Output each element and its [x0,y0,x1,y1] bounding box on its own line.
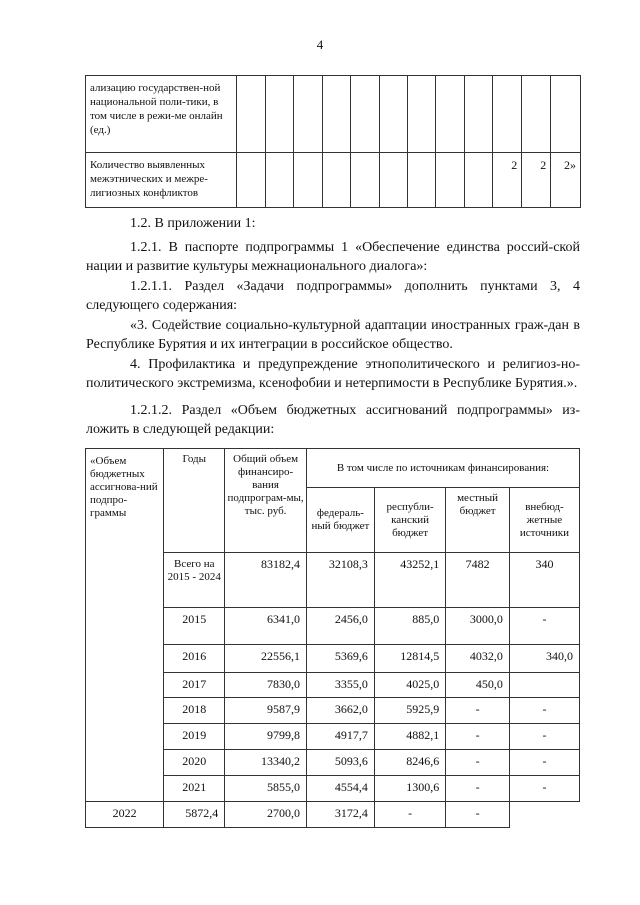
total-cell: 7830,0 [225,673,307,698]
local-cell: 3000,0 [446,608,510,645]
federal-cell: 5369,6 [306,645,374,673]
col-header-republic: республи-канский бюджет [374,488,445,553]
federal-cell: 3662,0 [306,698,374,724]
table-header-row [86,449,580,488]
federal-cell: 5093,6 [306,750,374,776]
indicator-value: 2» [551,153,581,208]
indicator-value [237,153,265,208]
indicator-value [322,76,350,153]
indicators-table [85,75,581,208]
local-cell: - [446,698,510,724]
local-cell: - [374,802,445,828]
indicator-value [265,76,293,153]
total-cell: 9799,8 [225,724,307,750]
indicator-value [265,153,293,208]
republic-cell: 3172,4 [306,802,374,828]
year-cell: 2015 [164,608,225,645]
indicator-value [436,153,464,208]
republic-cell: 12814,5 [374,645,445,673]
indicator-value [493,76,522,153]
col-header-federal: федераль-ный бюджет [306,488,374,553]
row-label: «Объем бюджетных ассигнова-ний подпро-граммы [86,449,164,802]
year-cell: 2018 [164,698,225,724]
republic-cell: 885,0 [374,608,445,645]
republic-cell: 4025,0 [374,673,445,698]
col-header-total: Общий объем финансиро-вания подпрограм-мы, тыс. руб. [225,449,307,553]
local-cell: - [446,750,510,776]
extra-cell [509,673,579,698]
col-header-extra: внебюд-жетные источники [509,488,579,553]
indicator-value [237,76,265,153]
indicator-label: ализацию государствен-ной национальной поли-тики, в том числе в режи-ме онлайн (ед.) [86,76,237,153]
paragraph: «3. Содействие социально-культурной адаптации иностранных граж-дан в Республике Бурятия и их интеграции в российское общество. [86,318,580,352]
year-cell: 2016 [164,645,225,673]
extra-cell: - [509,750,579,776]
page-number: 4 [316,37,324,52]
paragraph: 1.2.1. В паспорте подпрограммы 1 «Обеспечение единства россий-ской нации и развитие культуры межнационального диалога»: [86,240,580,274]
indicator-value [551,76,581,153]
local-cell: - [446,776,510,802]
extra-cell: 340,0 [509,645,579,673]
federal-cell: 4917,7 [306,724,374,750]
federal-cell: 2456,0 [306,608,374,645]
indicator-value: 2 [493,153,522,208]
year-cell: 2022 [86,802,164,828]
total-cell: 83182,4 [225,553,307,608]
indicator-value [436,76,464,153]
federal-cell: 2700,0 [225,802,307,828]
paragraph: 1.2.1.2. Раздел «Объем бюджетных ассигнований подпрограммы» из-ложить в следующей редакции: [86,403,580,437]
indicator-value [464,76,492,153]
federal-cell: 3355,0 [306,673,374,698]
table-row [86,802,580,828]
extra-cell: 340 [509,553,579,608]
extra-cell: - [446,802,510,828]
total-cell: 5872,4 [164,802,225,828]
total-cell: 13340,2 [225,750,307,776]
total-cell: 6341,0 [225,608,307,645]
local-cell: 450,0 [446,673,510,698]
col-header-sources: В том числе по источникам финансирования: [306,449,579,488]
table-row [86,76,581,153]
federal-cell: 4554,4 [306,776,374,802]
indicator-value [322,153,350,208]
table-row [86,153,581,208]
indicator-label: Количество выявленных межэтнических и межре-лигиозных конфликтов [86,153,237,208]
year-cell: 2020 [164,750,225,776]
indicator-value [294,153,322,208]
paragraph: 1.2. В приложении 1: [130,216,256,231]
extra-cell: - [509,724,579,750]
total-cell: 5855,0 [225,776,307,802]
year-cell: Всего на 2015 - 2024 [164,553,225,608]
republic-cell: 4882,1 [374,724,445,750]
extra-cell: - [509,608,579,645]
year-cell: 2019 [164,724,225,750]
year-cell: 2017 [164,673,225,698]
extra-cell: - [509,776,579,802]
local-cell: - [446,724,510,750]
total-cell: 9587,9 [225,698,307,724]
republic-cell: 43252,1 [374,553,445,608]
republic-cell: 1300,6 [374,776,445,802]
republic-cell: 5925,9 [374,698,445,724]
indicator-value [407,153,435,208]
paragraph: 1.2.1.1. Раздел «Задачи подпрограммы» дополнить пунктами 3, 4 следующего содержания: [86,279,580,313]
republic-cell: 8246,6 [374,750,445,776]
indicator-value [407,76,435,153]
indicator-value [379,153,407,208]
indicator-value [294,76,322,153]
budget-table [85,448,580,828]
extra-cell: - [509,698,579,724]
col-header-local: местный бюджет [446,488,510,553]
indicator-value [351,76,379,153]
indicator-value [379,76,407,153]
federal-cell: 32108,3 [306,553,374,608]
indicator-value [522,76,551,153]
year-cell: 2021 [164,776,225,802]
indicator-value [351,153,379,208]
total-cell: 22556,1 [225,645,307,673]
local-cell: 7482 [446,553,510,608]
indicator-value: 2 [522,153,551,208]
indicator-value [464,153,492,208]
paragraph: 4. Профилактика и предупреждение этнополитического и религиоз-но-политического экстремизма, ксенофобии и нетерпимости в Республике Бурятия.». [86,357,580,391]
local-cell: 4032,0 [446,645,510,673]
col-header-years: Годы [164,449,225,553]
